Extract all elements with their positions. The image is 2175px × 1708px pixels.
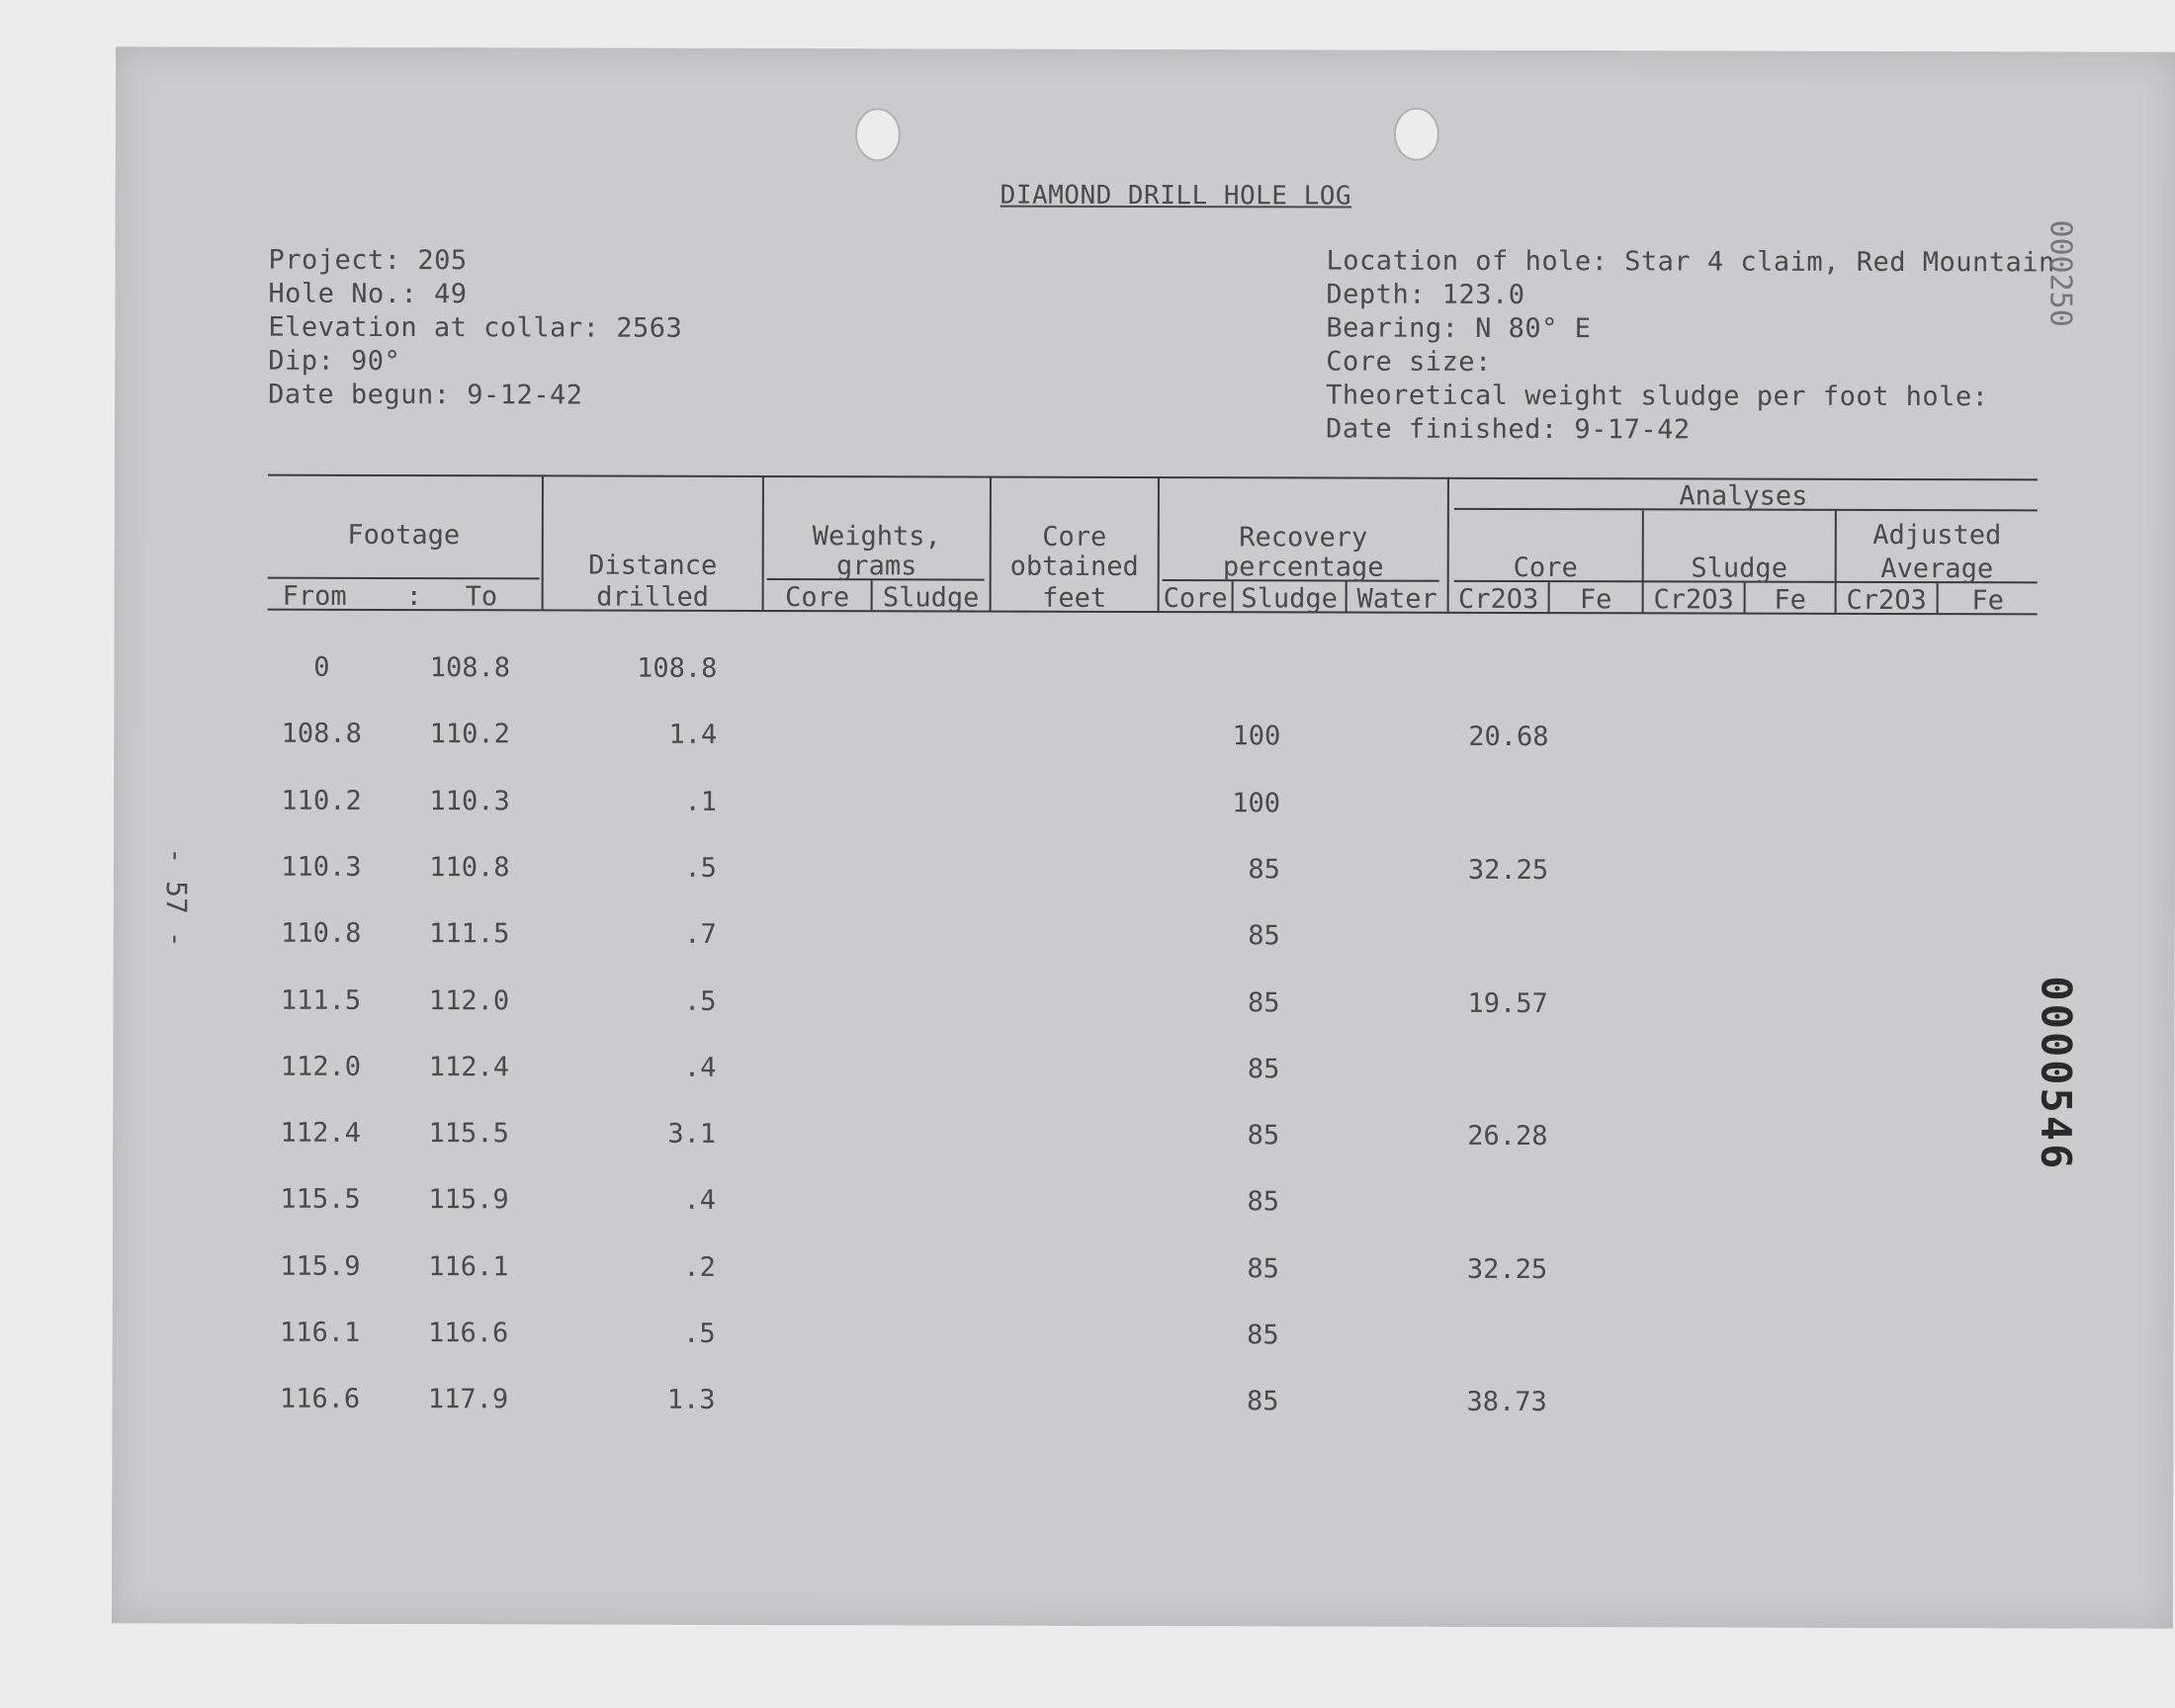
- header-analyses: Analyses: [1679, 480, 1808, 512]
- page-number: - 57 -: [159, 847, 193, 948]
- cell-from: 110.3: [281, 851, 362, 883]
- header-grams: grams: [836, 551, 917, 582]
- document-title: DIAMOND DRILL HOLE LOG: [1000, 180, 1352, 212]
- cell-distance: 1.3: [666, 1384, 716, 1415]
- cell-from: 110.2: [281, 785, 362, 816]
- header-recovery-core: Core: [1163, 583, 1228, 615]
- cell-to: 115.9: [428, 1184, 509, 1216]
- cell-to: 112.0: [428, 985, 510, 1017]
- info-date-begun: Date begun: 9-12-42: [268, 379, 583, 411]
- info-project: Project: 205: [268, 244, 468, 277]
- header-recovery-sludge: Sludge: [1241, 583, 1338, 615]
- cell-from: 115.5: [280, 1183, 361, 1215]
- info-core-size: Core size:: [1326, 346, 1492, 378]
- cell-recovery-core: 85: [1247, 1320, 1279, 1351]
- header-adjusted: Adjusted: [1872, 519, 2002, 552]
- cell-core-cr2o3: 32.25: [1467, 854, 1549, 887]
- cell-recovery-core: 85: [1247, 1120, 1280, 1152]
- cell-from: 116.6: [279, 1383, 361, 1414]
- cell-from: 110.8: [281, 917, 362, 949]
- cell-from: 108.8: [281, 718, 362, 749]
- cell-to: 112.4: [428, 1052, 510, 1083]
- info-dip: Dip: 90°: [268, 345, 401, 378]
- cell-core-cr2o3: 19.57: [1467, 987, 1548, 1020]
- cell-recovery-core: 85: [1248, 987, 1280, 1019]
- header-adjusted-fe: Fe: [1971, 585, 2004, 617]
- cell-distance: 108.8: [637, 652, 718, 684]
- header-core-fe: Fe: [1579, 584, 1612, 616]
- header-footage: Footage: [347, 519, 461, 552]
- cell-distance: .5: [684, 985, 717, 1017]
- cell-to: 115.5: [428, 1118, 509, 1150]
- header-percentage: percentage: [1222, 552, 1384, 583]
- header-sludge-fe: Fe: [1774, 584, 1806, 616]
- cell-core-cr2o3: 32.25: [1466, 1253, 1548, 1286]
- cell-distance: .7: [684, 918, 717, 950]
- cell-to: 116.6: [428, 1318, 509, 1349]
- cell-recovery-core: 85: [1247, 1253, 1279, 1285]
- header-sludge-cr2o3: Cr2O3: [1653, 584, 1734, 616]
- info-location: Location of hole: Star 4 claim, Red Mountain: [1326, 245, 2055, 279]
- header-adjusted-cr2o3: Cr2O3: [1846, 584, 1927, 617]
- header-recovery: Recovery: [1239, 522, 1368, 554]
- cell-recovery-core: 85: [1246, 1386, 1279, 1417]
- cell-distance: .2: [683, 1251, 716, 1283]
- cell-core-cr2o3: 38.73: [1466, 1386, 1547, 1418]
- punch-hole: [1394, 108, 1439, 161]
- cell-from: 115.9: [280, 1250, 361, 1282]
- cell-from: 112.4: [280, 1117, 361, 1149]
- cell-distance: .4: [683, 1184, 717, 1216]
- cell-from: 116.1: [280, 1317, 361, 1348]
- cell-recovery-core: 100: [1232, 721, 1281, 752]
- header-weight-core: Core: [785, 582, 850, 614]
- header-weights: Weights,: [812, 521, 941, 553]
- header-obtained: obtained: [1009, 551, 1139, 582]
- cell-distance: .5: [684, 852, 717, 884]
- document-sheet: [112, 46, 2175, 1628]
- cell-recovery-core: 85: [1247, 1054, 1280, 1085]
- cell-core-cr2o3: 26.28: [1467, 1120, 1548, 1153]
- cell-distance: 3.1: [667, 1118, 717, 1150]
- cell-to: 110.2: [429, 719, 510, 750]
- header-core-cr2o3: Cr2O3: [1457, 583, 1539, 616]
- archive-stamp: 0000546: [2032, 976, 2081, 1172]
- header-distance: Distance: [588, 550, 718, 581]
- info-elevation: Elevation at collar: 2563: [268, 311, 683, 344]
- header-analyses-core: Core: [1513, 552, 1578, 584]
- cell-recovery-core: 100: [1232, 788, 1281, 819]
- cell-distance: 1.4: [668, 719, 718, 750]
- header-average: Average: [1880, 553, 1994, 585]
- cell-to: 117.9: [427, 1384, 509, 1415]
- punch-hole: [855, 108, 901, 161]
- header-from: From: [282, 580, 347, 612]
- header-drilled: drilled: [596, 581, 710, 613]
- header-feet: feet: [1042, 582, 1107, 614]
- info-hole-no: Hole No.: 49: [268, 278, 468, 310]
- cell-core-cr2o3: 20.68: [1468, 721, 1549, 753]
- header-to: To: [465, 581, 498, 613]
- side-code: 000250: [2043, 219, 2078, 327]
- cell-to: 111.5: [429, 918, 510, 950]
- header-recovery-water: Water: [1356, 583, 1437, 615]
- header-analyses-sludge: Sludge: [1691, 553, 1788, 584]
- cell-from: 111.5: [280, 984, 362, 1016]
- cell-recovery-core: 85: [1248, 920, 1280, 952]
- info-date-finished: Date finished: 9-17-42: [1326, 413, 1691, 446]
- info-bearing: Bearing: N 80° E: [1326, 312, 1592, 345]
- cell-recovery-core: 85: [1248, 854, 1280, 886]
- cell-to: 108.8: [429, 652, 511, 684]
- cell-recovery-core: 85: [1247, 1186, 1280, 1218]
- cell-from: 112.0: [280, 1051, 362, 1082]
- cell-distance: .1: [684, 786, 718, 817]
- cell-to: 110.8: [429, 852, 510, 884]
- header-weight-sludge: Sludge: [882, 582, 980, 614]
- cell-distance: .4: [683, 1052, 717, 1083]
- header-colon: :: [405, 581, 422, 613]
- cell-distance: .5: [683, 1318, 716, 1349]
- cell-to: 110.3: [429, 786, 510, 817]
- info-theoretical-weight: Theoretical weight sludge per foot hole:: [1326, 380, 1989, 413]
- info-depth: Depth: 123.0: [1326, 279, 1525, 311]
- cell-from: 0: [313, 651, 330, 683]
- header-core-obtained: Core: [1042, 521, 1107, 553]
- cell-to: 116.1: [428, 1251, 509, 1283]
